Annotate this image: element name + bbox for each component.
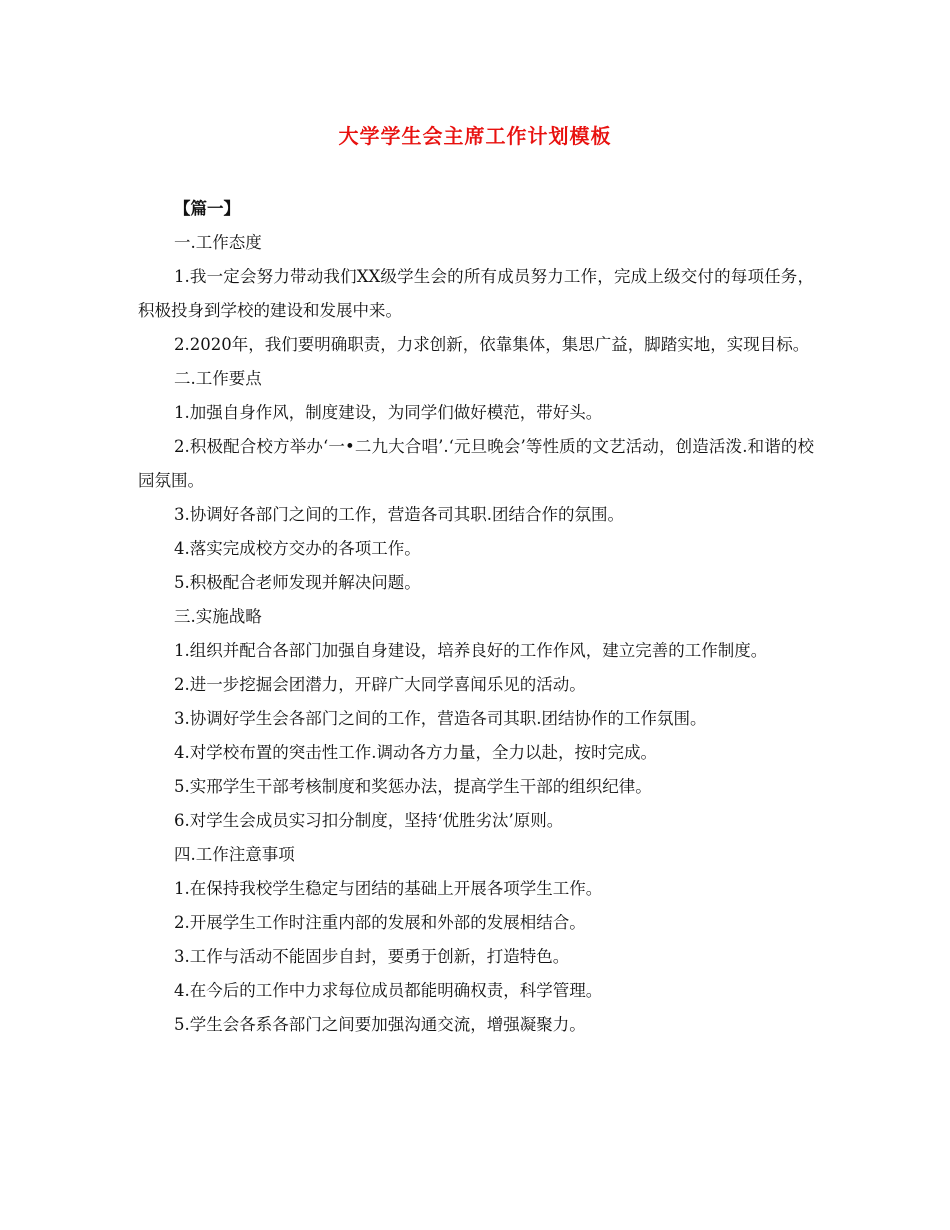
paragraph: 1.组织并配合各部门加强自身建设，培养良好的工作作风，建立完善的工作制度。 — [174, 641, 768, 660]
paragraph: 3.协调好学生会各部门之间的工作，营造各司其职.团结协作的工作氛围。 — [174, 709, 707, 728]
paragraph: 5.实邢学生干部考核制度和奖惩办法，提高学生干部的组织纪律。 — [174, 777, 652, 796]
paragraph: 2.积极配合校方举办‘一•二九大合唱’.‘元旦晚会’等性质的文艺活动，创造活泼.和谐的校园氛围。 — [138, 437, 814, 490]
document-body — [138, 192, 814, 1042]
paragraph: 4.落实完成校方交办的各项工作。 — [174, 539, 421, 558]
paragraph: 3.协调好各部门之间的工作，营造各司其职.团结合作的氛围。 — [174, 505, 624, 524]
paragraph: 4.在今后的工作中力求每位成员都能明确权责，科学管理。 — [174, 981, 603, 1000]
section-label: 【篇一】 — [174, 199, 240, 218]
paragraph: 2.开展学生工作时注重内部的发展和外部的发展相结合。 — [174, 913, 586, 932]
heading-work-attitude: 一.工作态度 — [174, 233, 262, 252]
paragraph: 2.2020年，我们要明确职责，力求创新，依靠集体，集思广益，脚踏实地，实现目标。 — [174, 335, 810, 354]
document-title: 大学学生会主席工作计划模板 — [338, 124, 612, 148]
paragraph: 3.工作与活动不能固步自封，要勇于创新，打造特色。 — [174, 947, 570, 966]
heading-notes: 四.工作注意事项 — [174, 845, 295, 864]
heading-strategy: 三.实施战略 — [174, 607, 262, 626]
paragraph: 6.对学生会成员实习扣分制度，坚持‘优胜劣汰’原则。 — [174, 811, 564, 830]
paragraph: 1.在保持我校学生稳定与团结的基础上开展各项学生工作。 — [174, 879, 603, 898]
paragraph: 5.学生会各系各部门之间要加强沟通交流，增强凝聚力。 — [174, 1015, 586, 1034]
paragraph: 5.积极配合老师发现并解决问题。 — [174, 573, 421, 592]
paragraph: 1.加强自身作风，制度建设，为同学们做好模范，带好头。 — [174, 403, 603, 422]
paragraph: 4.对学校布置的突击性工作.调动各方力量，全力以赴，按时完成。 — [174, 743, 657, 762]
heading-work-points: 二.工作要点 — [174, 369, 262, 388]
paragraph: 2.进一步挖掘会团潜力，开辟广大同学喜闻乐见的活动。 — [174, 675, 586, 694]
paragraph: 1.我一定会努力带动我们XX级学生会的所有成员努力工作，完成上级交付的每项任务，积极投身到学校的建设和发展中来。 — [138, 267, 814, 320]
